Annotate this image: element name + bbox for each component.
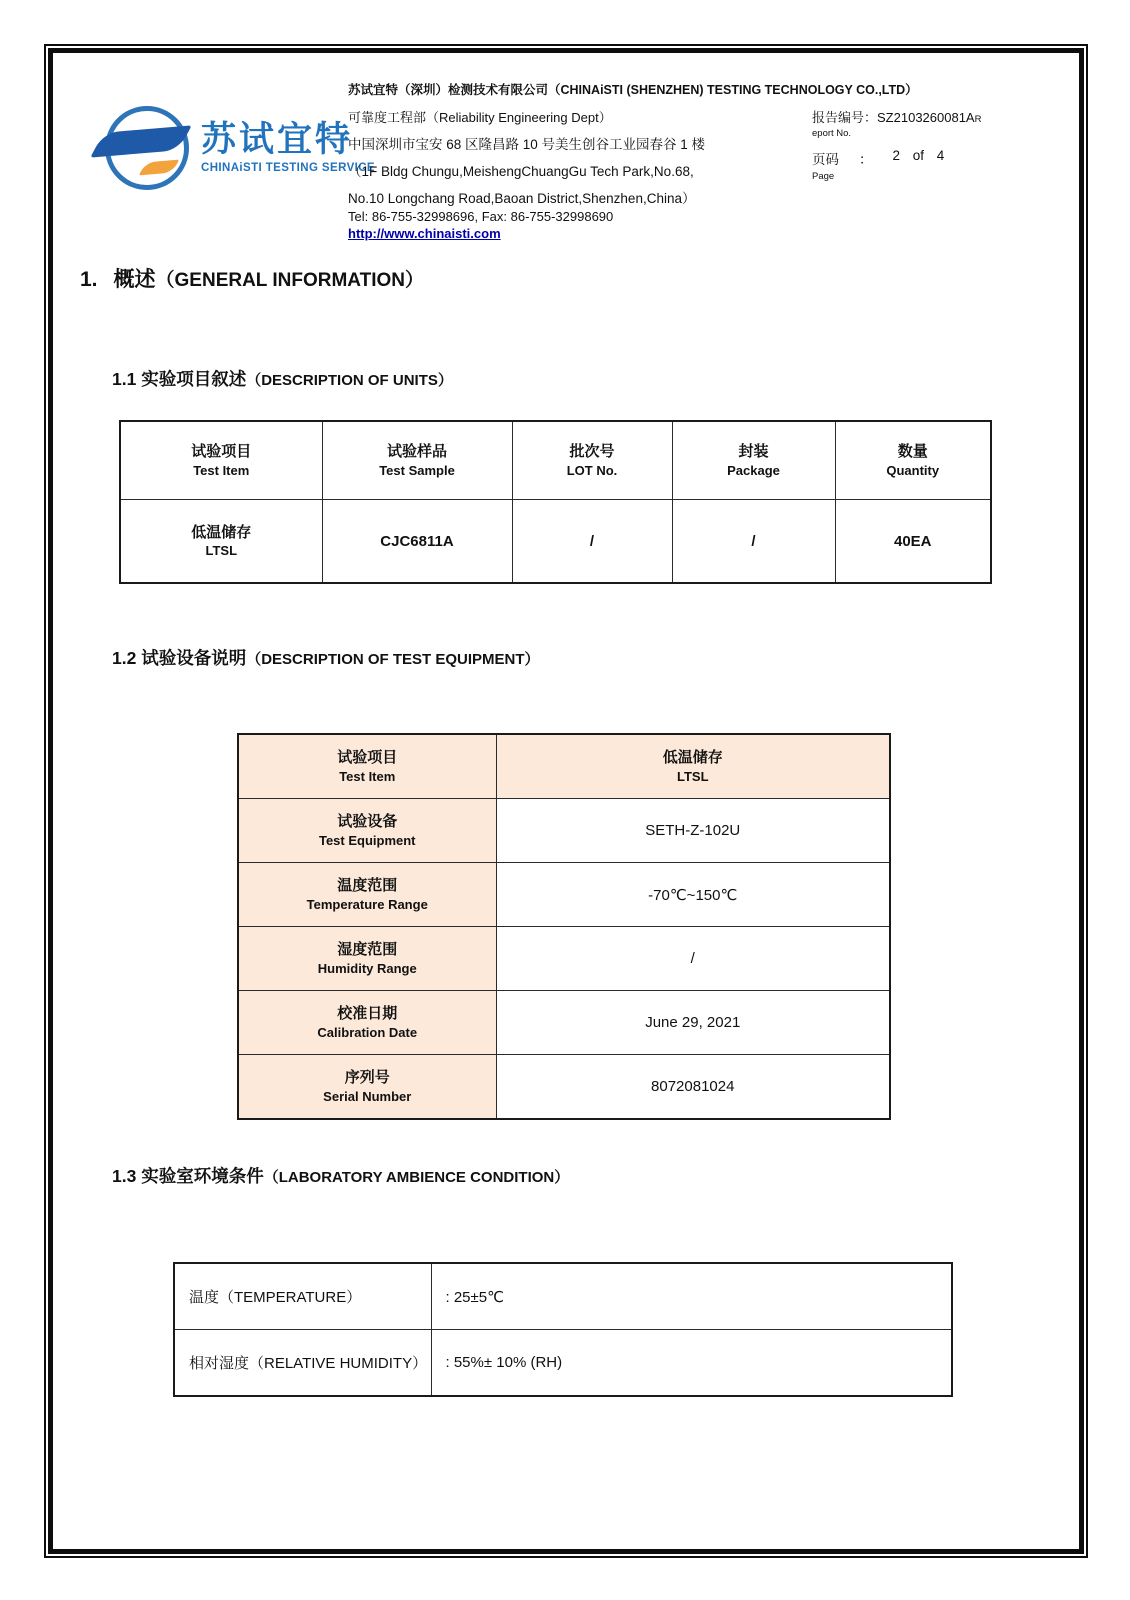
report-no-label-en: eport No.	[812, 128, 852, 139]
report-no-value: SZ2103260081A	[877, 110, 975, 125]
equipment-label-serial-number	[238, 1055, 496, 1120]
units-cell-quantity-value: 40EA	[893, 532, 932, 550]
units-header-package-en: Package	[727, 462, 780, 478]
units-header-test-sample	[322, 421, 512, 500]
address-en-line-1: （1F Bldg Chungu,MeishengChuangGu Tech Park,No.68,	[348, 164, 694, 179]
logo-emblem-icon	[95, 103, 191, 193]
equipment-row-serial-number	[238, 1055, 890, 1120]
section-1-3-heading	[112, 1163, 569, 1188]
section-1-3-title-cn: 实验室环境条件	[141, 1166, 264, 1186]
units-table	[119, 420, 992, 584]
units-cell-test-sample	[322, 500, 512, 584]
equipment-row-humidity-range	[238, 927, 890, 991]
units-cell-test-item	[120, 500, 322, 584]
units-header-test-sample-en: Test Sample	[379, 462, 455, 478]
equipment-label-calibration-date-cn: 校准日期	[337, 1005, 398, 1023]
company-logo	[95, 103, 375, 193]
logo-name-en: CHINAiSTI TESTING SERVICE	[201, 161, 376, 174]
equipment-label-calibration-date	[238, 991, 496, 1055]
page-value: 2 of 4	[892, 148, 945, 163]
ambience-row-relative-humidity	[174, 1330, 952, 1397]
units-header-quantity-en: Quantity	[886, 462, 940, 478]
equipment-label-temperature-range-en: Temperature Range	[306, 896, 428, 912]
units-header-quantity-cn: 数量	[897, 443, 928, 461]
section-1-1-heading	[112, 366, 453, 391]
address-cn-line: 中国深圳市宝安 68 区隆昌路 10 号美生创谷工业园春谷 1 楼	[348, 137, 706, 152]
section-1-3-number: 1.3	[112, 1166, 142, 1186]
units-table-data-row	[120, 500, 991, 584]
equipment-label-temperature-range	[238, 863, 496, 927]
ambience-row-temperature	[174, 1263, 952, 1330]
report-info-block	[812, 107, 1052, 182]
equipment-label-humidity-range	[238, 927, 496, 991]
equipment-label-calibration-date-en: Calibration Date	[317, 1024, 418, 1040]
equipment-row-test-item	[238, 734, 890, 799]
units-header-test-item-cn: 试验项目	[191, 443, 252, 461]
section-1-number: 1.	[80, 268, 98, 291]
equipment-label-serial-number-en: Serial Number	[323, 1088, 412, 1104]
section-1-2-heading	[112, 645, 540, 670]
company-name-line: 苏试宜特（深圳）检测技术有限公司（CHINAiSTI (SHENZHEN) TESTING TECHNOLOGY CO.,LTD）	[348, 83, 918, 97]
section-1-1-title-en: （DESCRIPTION OF UNITS）	[246, 372, 453, 389]
units-cell-test-item-cn: 低温储存	[191, 523, 252, 541]
ambience-label-relative-humidity: 相对湿度（RELATIVE HUMIDITY）	[174, 1330, 431, 1397]
address-en-line-2: No.10 Longchang Road,Baoan District,Shenzhen,China）	[348, 191, 696, 206]
equipment-label-temperature-range-cn: 温度范围	[337, 877, 398, 895]
units-cell-package	[672, 500, 835, 584]
section-1-2-number: 1.2	[112, 648, 142, 668]
equipment-label-humidity-range-en: Humidity Range	[317, 960, 417, 976]
equipment-row-calibration-date	[238, 991, 890, 1055]
section-1-3-title-en: （LABORATORY AMBIENCE CONDITION）	[263, 1169, 570, 1186]
units-header-package-cn: 封装	[738, 443, 769, 461]
section-1-1-number: 1.1	[112, 369, 142, 389]
equipment-table	[237, 733, 891, 1120]
equipment-label-test-equipment-en: Test Equipment	[318, 832, 416, 848]
equipment-value-test-item	[496, 734, 890, 799]
units-header-test-item-en: Test Item	[193, 462, 250, 478]
units-header-lot-no	[512, 421, 672, 500]
units-cell-quantity	[835, 500, 991, 584]
units-cell-package-value: /	[751, 532, 756, 550]
page-number-line	[812, 148, 1052, 168]
section-1-2-title-en: （DESCRIPTION OF TEST EQUIPMENT）	[246, 651, 540, 668]
units-table-header-row	[120, 421, 991, 500]
page-label-cn: 页码	[812, 152, 839, 167]
logo-name-cn: 苏试宜特	[201, 120, 354, 160]
equipment-value-humidity-range: /	[496, 927, 890, 991]
equipment-value-test-equipment: SETH-Z-102U	[496, 799, 890, 863]
equipment-label-test-equipment-cn: 试验设备	[337, 813, 398, 831]
units-header-quantity	[835, 421, 991, 500]
units-header-test-sample-cn: 试验样品	[386, 443, 447, 461]
equipment-row-test-equipment	[238, 799, 890, 863]
report-no-label-en-first: R	[974, 114, 982, 125]
units-header-lot-no-cn: 批次号	[569, 443, 615, 461]
units-header-package	[672, 421, 835, 500]
units-cell-test-sample-value: CJC6811A	[380, 532, 454, 550]
equipment-value-test-item-en: LTSL	[676, 768, 709, 784]
equipment-label-serial-number-cn: 序列号	[344, 1069, 390, 1087]
section-1-1-title-cn: 实验项目叙述	[141, 369, 247, 389]
units-header-lot-no-en: LOT No.	[566, 462, 618, 478]
department-line: 可靠度工程部（Reliability Engineering Dept）	[348, 110, 612, 125]
ambience-value-temperature: : 25±5℃	[431, 1263, 952, 1330]
units-cell-test-item-en: LTSL	[205, 543, 238, 559]
report-no-label-cn: 报告编号：	[812, 110, 878, 125]
units-cell-lot-no	[512, 500, 672, 584]
equipment-label-humidity-range-cn: 湿度范围	[337, 941, 398, 959]
equipment-label-test-item	[238, 734, 496, 799]
website-link[interactable]: http://www.chinaisti.com	[348, 226, 501, 241]
section-1-title-cn: 概述	[113, 268, 156, 291]
units-header-test-item	[120, 421, 322, 500]
report-no-line	[812, 107, 1052, 126]
equipment-row-temperature-range	[238, 863, 890, 927]
ambience-value-relative-humidity: : 55%± 10% (RH)	[431, 1330, 952, 1397]
page-label-en: Page	[812, 171, 835, 182]
ambience-table	[173, 1262, 953, 1397]
section-1-2-title-cn: 试验设备说明	[141, 648, 247, 668]
units-cell-lot-no-value: /	[589, 532, 595, 550]
page-colon: ：	[859, 152, 873, 167]
equipment-value-temperature-range: -70℃~150℃	[496, 863, 890, 927]
tel-fax-line: Tel: 86-755-32998696, Fax: 86-755-32998690	[348, 209, 614, 224]
equipment-label-test-equipment	[238, 799, 496, 863]
ambience-label-temperature: 温度（TEMPERATURE）	[174, 1263, 431, 1330]
equipment-label-test-item-cn: 试验项目	[337, 749, 398, 767]
equipment-label-test-item-en: Test Item	[339, 768, 396, 784]
section-1-title-en: （GENERAL INFORMATION）	[155, 270, 424, 291]
equipment-value-serial-number: 8072081024	[496, 1055, 890, 1120]
section-1-heading	[80, 263, 424, 293]
equipment-value-calibration-date: June 29, 2021	[496, 991, 890, 1055]
equipment-value-test-item-cn: 低温储存	[662, 749, 723, 767]
